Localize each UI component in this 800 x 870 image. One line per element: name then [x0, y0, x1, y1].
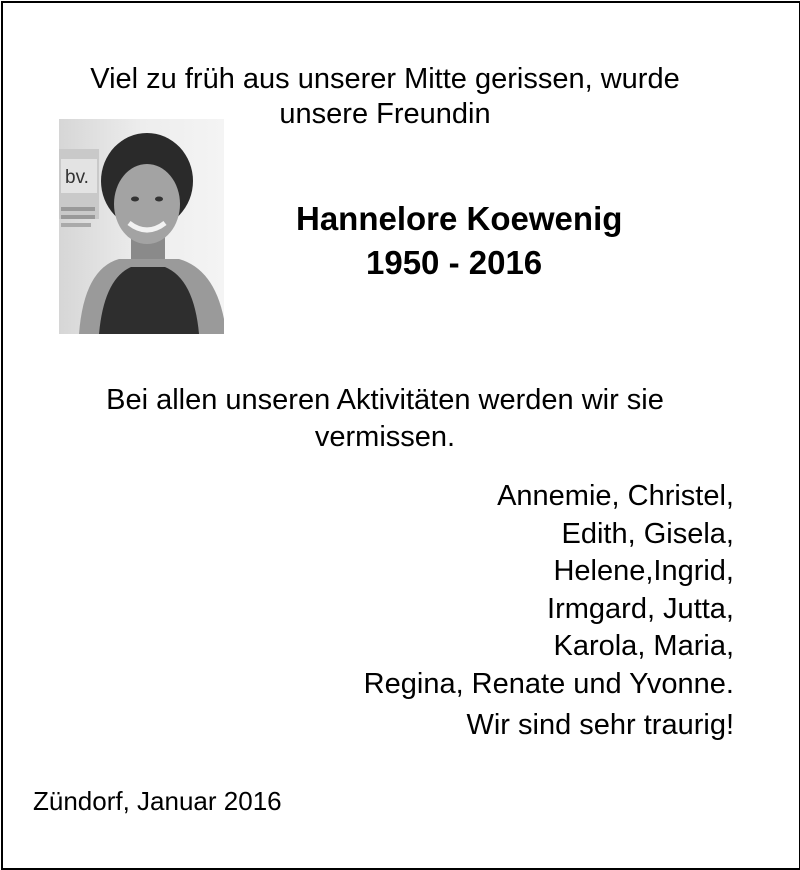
closing-line: Wir sind sehr traurig! [466, 709, 734, 741]
friends-line: Annemie, Christel, [497, 480, 734, 512]
sign-text: bv. [65, 167, 89, 188]
friends-list [364, 478, 734, 703]
place-date: Zündorf, Januar 2016 [33, 786, 282, 816]
friends-line: Edith, Gisela, [561, 517, 734, 550]
friends-line: Karola, Maria, [553, 630, 734, 662]
life-years: 1950 - 2016 [366, 244, 543, 281]
friends-line: Helene,Ingrid, [553, 555, 734, 587]
friends-line: Irmgard, Jutta, [547, 592, 734, 625]
intro-line-1: Viel zu früh aus unserer Mitte gerissen, wurde [90, 63, 680, 95]
portrait-photo [59, 119, 224, 334]
deceased-name: Hannelore Koewenig [296, 200, 623, 237]
message-line-2: vermissen. [314, 421, 456, 453]
message-line-1: Bei allen unseren Aktivitäten werden wir sie [106, 384, 664, 416]
friends-line: Regina, Renate und Yvonne. [363, 667, 734, 700]
intro-line-2: unsere Freundin [279, 98, 491, 130]
